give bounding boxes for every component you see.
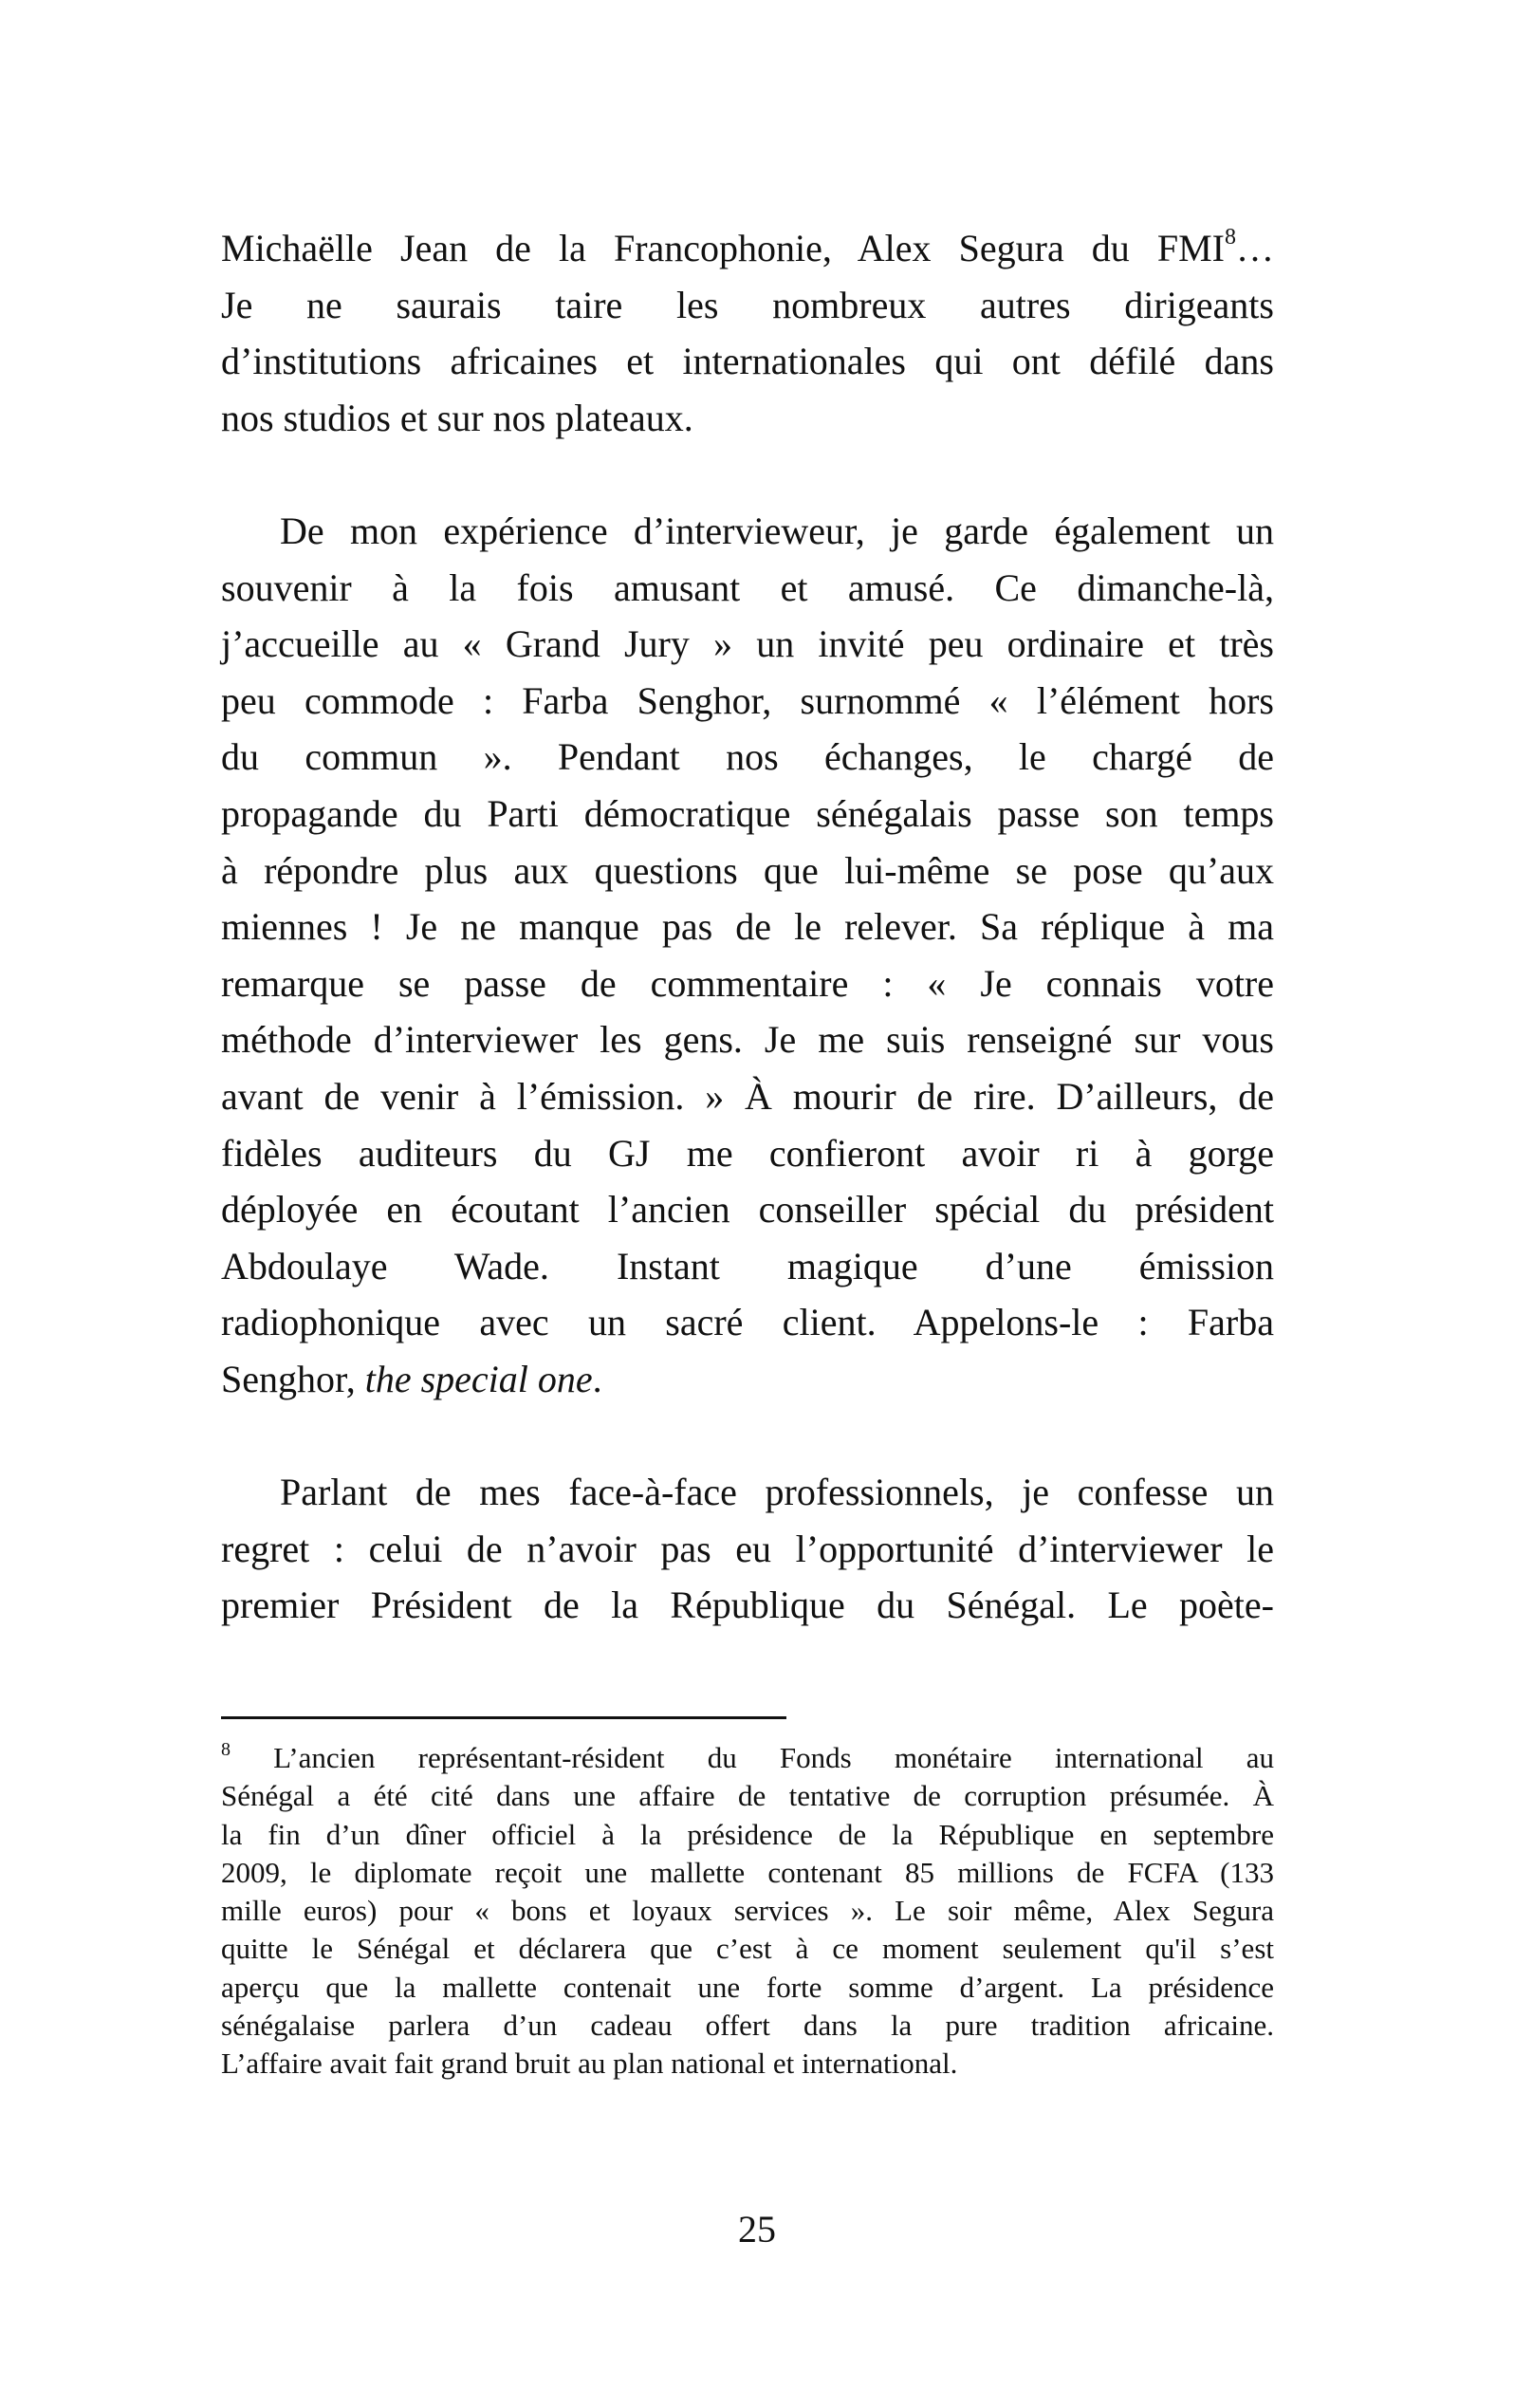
footnote-separator <box>221 1716 786 1719</box>
text-line: méthode d’interviewer les gens. Je me suis renseigné sur vous <box>221 1018 1274 1062</box>
text-line: déployée en écoutant l’ancien conseiller spécial du président <box>221 1188 1274 1232</box>
text-span: Senghor, <box>221 1357 365 1400</box>
text-line: remarque se passe de commentaire : « Je connais votre <box>221 961 1274 1005</box>
text-span: L’ancien représentant-résident du Fonds monétaire international au <box>231 1741 1274 1774</box>
main-text <box>221 220 1274 1634</box>
footnote-line: 2009, le diplomate reçoit une mallette contenant 85 millions de FCFA (133 <box>221 1855 1274 1889</box>
footnote-line: la fin d’un dîner officiel à la présidence de la République en septembre <box>221 1817 1274 1851</box>
text-line: nos studios et sur nos plateaux. <box>221 396 693 439</box>
text-line <box>221 220 1274 277</box>
footnote-line: mille euros) pour « bons et loyaux services ». Le soir même, Alex Segura <box>221 1894 1274 1928</box>
paragraph-1 <box>221 220 1274 446</box>
footnote-line: quitte le Sénégal et déclarera que c’est à ce moment seulement qu'il s’est <box>221 1932 1274 1966</box>
text-line: Abdoulaye Wade. Instant magique d’une émission <box>221 1244 1274 1287</box>
text-line: avant de venir à l’émission. » À mourir de rire. D’ailleurs, de <box>221 1074 1274 1118</box>
text-line: fidèles auditeurs du GJ me confieront avoir ri à gorge <box>221 1131 1274 1175</box>
footnote-reference: 8 <box>1225 224 1236 250</box>
paragraph-3 <box>221 1464 1274 1634</box>
text-line: Parlant de mes face-à-face professionnels, je confesse un <box>280 1471 1274 1514</box>
text-line <box>221 1351 1274 1408</box>
footnote <box>221 1739 1274 2084</box>
page-number: 25 <box>738 2208 776 2251</box>
text-line: d’institutions africaines et internationales qui ont défilé dans <box>221 340 1274 383</box>
italic-text: the special one <box>364 1357 593 1400</box>
footnote-line: L’affaire avait fait grand bruit au plan national et international. <box>221 2047 958 2081</box>
footnote-number: 8 <box>221 1738 231 1760</box>
text-line: peu commode : Farba Senghor, surnommé « l’élément hors <box>221 678 1274 722</box>
text-line: regret : celui de n’avoir pas eu l’opportunité d’interviewer le <box>221 1527 1274 1570</box>
text-line: miennes ! Je ne manque pas de le relever. Sa réplique à ma <box>221 905 1274 949</box>
footnote-line <box>221 1739 1274 1777</box>
text-line: j’accueille au « Grand Jury » un invité peu ordinaire et très <box>221 622 1274 666</box>
text-line: premier Président de la République du Sénégal. Le poète- <box>221 1584 1274 1627</box>
text-span: Michaëlle Jean de la Francophonie, Alex Segura du FMI <box>221 227 1225 269</box>
text-line: propagande du Parti démocratique sénégalais passe son temps <box>221 791 1274 835</box>
text-line: souvenir à la fois amusant et amusé. Ce dimanche-là, <box>221 565 1274 609</box>
text-span: … <box>1236 227 1274 269</box>
text-line: Je ne saurais taire les nombreux autres dirigeants <box>221 283 1274 326</box>
text-line: du commun ». Pendant nos échanges, le chargé de <box>221 735 1274 779</box>
text-line: radiophonique avec un sacré client. Appelons-le : Farba <box>221 1301 1274 1344</box>
text-line: à répondre plus aux questions que lui-même se pose qu’aux <box>221 848 1274 892</box>
paragraph-2 <box>221 503 1274 1408</box>
text-span: . <box>592 1357 602 1400</box>
text-line: De mon expérience d’intervieweur, je garde également un <box>280 509 1274 552</box>
footnote-line: sénégalaise parlera d’un cadeau offert dans la pure tradition africaine. <box>221 2009 1274 2043</box>
footnote-line: Sénégal a été cité dans une affaire de tentative de corruption présumée. À <box>221 1779 1274 1813</box>
footnote-line: aperçu que la mallette contenait une forte somme d’argent. La présidence <box>221 1970 1274 2004</box>
